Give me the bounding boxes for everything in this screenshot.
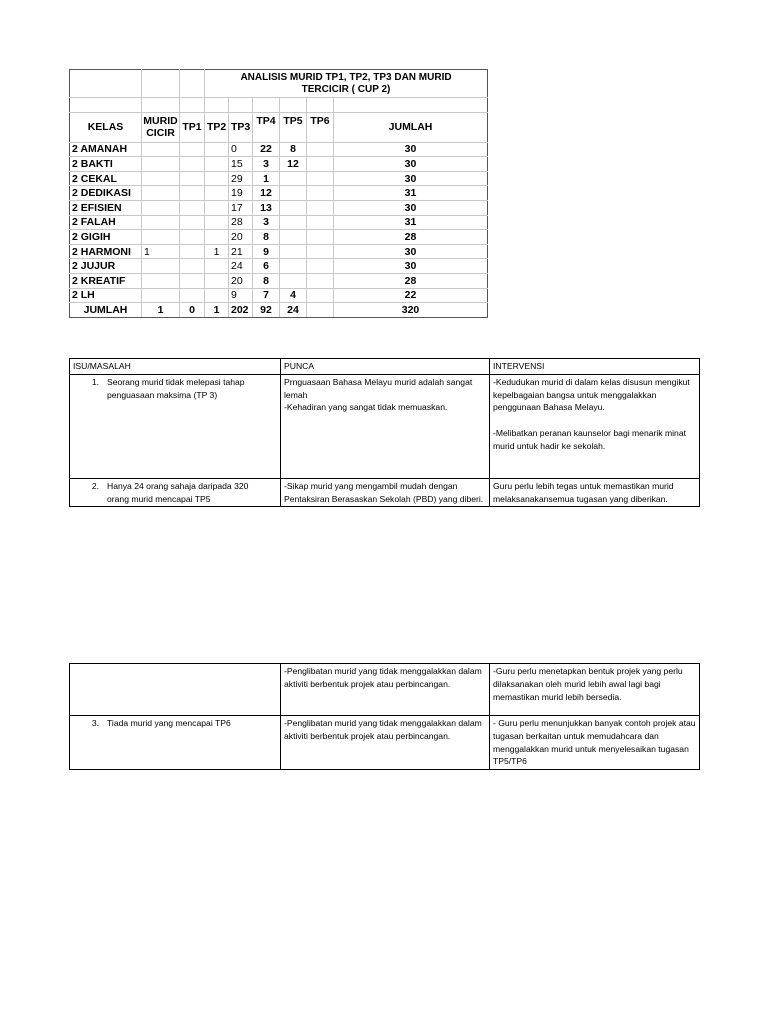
cicir-cell <box>142 142 180 157</box>
jumlah-cell: 30 <box>334 200 488 215</box>
isu-number: 3. <box>91 718 99 728</box>
cicir-cell <box>142 186 180 201</box>
header-tp5: TP5 <box>280 112 307 142</box>
cicir-cell <box>142 157 180 172</box>
header-tp1: TP1 <box>180 112 205 142</box>
tp4-cell: 7 <box>253 288 280 303</box>
tp1-cell <box>180 288 205 303</box>
blank-cell <box>205 98 229 113</box>
isu-number: 1. <box>91 376 99 387</box>
tp6-cell <box>307 200 334 215</box>
kelas-cell: 2 LH <box>70 288 142 303</box>
kelas-cell: 2 GIGIH <box>70 230 142 245</box>
tp6-cell <box>307 171 334 186</box>
total-tp4: 92 <box>253 303 280 318</box>
table-row <box>70 288 488 303</box>
jumlah-cell: 30 <box>334 142 488 157</box>
header-punca: PUNCA <box>281 359 490 375</box>
header-isu: ISU/MASALAH <box>70 359 281 375</box>
kelas-cell: 2 CEKAL <box>70 171 142 186</box>
tp1-cell <box>180 230 205 245</box>
isu-text: Seorang murid tidak melepasi tahap penguasaan maksima (TP 3) <box>107 376 245 400</box>
tp2-cell <box>205 273 229 288</box>
blank-cell <box>253 98 280 113</box>
header-kelas: KELAS <box>70 112 142 142</box>
header-jumlah: JUMLAH <box>334 112 488 142</box>
tp6-cell <box>307 142 334 157</box>
intervensi-text: Guru perlu lebih tegas untuk memastikan murid melaksanakansemua tugasan yang diberikan. <box>493 480 674 504</box>
punca-text: -Kehadiran yang sangat tidak memuaskan. <box>284 402 448 413</box>
cicir-cell <box>142 273 180 288</box>
blank-cell <box>180 98 205 113</box>
punca-cell <box>281 478 490 507</box>
tp2-cell <box>205 171 229 186</box>
tp2-cell: 1 <box>205 244 229 259</box>
tp5-cell: 12 <box>280 157 307 172</box>
tp2-cell <box>205 230 229 245</box>
table-row <box>70 200 488 215</box>
total-tp1: 0 <box>180 303 205 318</box>
tp6-cell <box>307 273 334 288</box>
jumlah-cell: 28 <box>334 230 488 245</box>
table-row <box>70 273 488 288</box>
issues-table-continued <box>69 663 700 770</box>
isu-text: Tiada murid yang mencapai TP6 <box>107 718 231 728</box>
tp3-cell: 17 <box>229 200 253 215</box>
jumlah-cell: 28 <box>334 273 488 288</box>
header-tp2: TP2 <box>205 112 229 142</box>
punca-cell: -Penglibatan murid yang tidak menggalakkan dalam aktiviti berbentuk projek atau perbincangan. <box>281 664 490 716</box>
jumlah-cell: 31 <box>334 186 488 201</box>
isu-cell <box>70 374 281 478</box>
intervensi-cell <box>490 374 700 478</box>
total-tp3: 202 <box>229 303 253 318</box>
tp6-cell <box>307 157 334 172</box>
header-tp6: TP6 <box>307 112 334 142</box>
intervensi-cell: - Guru perlu menunjukkan banyak contoh projek atau tugasan berkaitan untuk memudahcara dan menggalakkan murid untuk menyelesaikan tugasan TP5/TP6 <box>490 716 700 770</box>
blank-cell <box>70 70 142 98</box>
tp2-cell <box>205 157 229 172</box>
total-tp5: 24 <box>280 303 307 318</box>
tp4-cell: 3 <box>253 215 280 230</box>
analysis-table <box>69 69 488 318</box>
paragraph-gap <box>493 414 696 427</box>
intervensi-cell <box>490 478 700 507</box>
tp5-cell <box>280 244 307 259</box>
tp3-cell: 21 <box>229 244 253 259</box>
tp2-cell <box>205 142 229 157</box>
table-row <box>70 215 488 230</box>
tp3-cell: 28 <box>229 215 253 230</box>
total-cicir: 1 <box>142 303 180 318</box>
jumlah-cell: 22 <box>334 288 488 303</box>
tp1-cell <box>180 157 205 172</box>
total-tp6 <box>307 303 334 318</box>
punca-text: Prnguasaan Bahasa Melayu murid adalah sangat lemah <box>284 376 473 400</box>
cicir-cell <box>142 259 180 274</box>
tp5-cell <box>280 230 307 245</box>
punca-text: -Sikap murid yang mengambil mudah dengan Pentaksiran Berasaskan Sekolah (PBD) yang diberi. <box>284 480 484 504</box>
kelas-cell: 2 KREATIF <box>70 273 142 288</box>
tp1-cell <box>180 200 205 215</box>
cicir-cell <box>142 288 180 303</box>
issues-table <box>69 358 700 507</box>
tp4-cell: 6 <box>253 259 280 274</box>
jumlah-cell: 30 <box>334 259 488 274</box>
tp4-cell: 12 <box>253 186 280 201</box>
blank-cell <box>229 98 253 113</box>
table-row <box>70 186 488 201</box>
tp1-cell <box>180 273 205 288</box>
blank-cell <box>280 98 307 113</box>
table-row <box>70 259 488 274</box>
intervensi-text: -Melibatkan peranan kaunselor bagi menarik minat murid untuk hadir ke sekolah. <box>493 427 686 451</box>
tp2-cell <box>205 186 229 201</box>
tp6-cell <box>307 215 334 230</box>
intervensi-text: -Kedudukan murid di dalam kelas disusun mengikut kepelbagaian bangsa untuk menggalakkan penggunaan Bahasa Melayu. <box>493 376 690 413</box>
tp4-cell: 1 <box>253 171 280 186</box>
tp3-cell: 29 <box>229 171 253 186</box>
blank-cell <box>307 98 334 113</box>
tp5-cell: 4 <box>280 288 307 303</box>
tp5-cell <box>280 200 307 215</box>
tp1-cell <box>180 244 205 259</box>
kelas-cell: 2 AMANAH <box>70 142 142 157</box>
kelas-cell: 2 BAKTI <box>70 157 142 172</box>
kelas-cell: 2 FALAH <box>70 215 142 230</box>
tp6-cell <box>307 230 334 245</box>
table-title: ANALISIS MURID TP1, TP2, TP3 DAN MURID TERCICIR ( CUP 2) <box>205 70 488 98</box>
table-row <box>70 157 488 172</box>
blank-cell <box>180 70 205 98</box>
table-row <box>70 230 488 245</box>
tp2-cell <box>205 259 229 274</box>
tp6-cell <box>307 186 334 201</box>
tp3-cell: 24 <box>229 259 253 274</box>
header-tp3: TP3 <box>229 112 253 142</box>
tp3-cell: 9 <box>229 288 253 303</box>
tp1-cell <box>180 215 205 230</box>
kelas-cell: 2 HARMONI <box>70 244 142 259</box>
isu-number: 2. <box>91 480 99 491</box>
kelas-cell: 2 EFISIEN <box>70 200 142 215</box>
isu-cell <box>70 664 281 716</box>
tp4-cell: 8 <box>253 230 280 245</box>
intervensi-cell: -Guru perlu menetapkan bentuk projek yang perlu dilaksanakan oleh murid lebih awal lagi bagi memastikan murid lebih bersedia. <box>490 664 700 716</box>
tp5-cell <box>280 171 307 186</box>
jumlah-cell: 30 <box>334 157 488 172</box>
cicir-cell <box>142 200 180 215</box>
tp1-cell <box>180 259 205 274</box>
table-row <box>70 244 488 259</box>
tp3-cell: 20 <box>229 230 253 245</box>
cicir-cell <box>142 230 180 245</box>
table-row <box>70 171 488 186</box>
tp1-cell <box>180 186 205 201</box>
tp3-cell: 0 <box>229 142 253 157</box>
tp4-cell: 3 <box>253 157 280 172</box>
cicir-cell: 1 <box>142 244 180 259</box>
punca-cell: -Penglibatan murid yang tidak menggalakkan dalam aktiviti berbentuk projek atau perbincangan. <box>281 716 490 770</box>
tp3-cell: 19 <box>229 186 253 201</box>
total-label: JUMLAH <box>70 303 142 318</box>
blank-cell <box>334 98 488 113</box>
tp6-cell <box>307 259 334 274</box>
total-jumlah: 320 <box>334 303 488 318</box>
header-tp4: TP4 <box>253 112 280 142</box>
tp5-cell <box>280 186 307 201</box>
tp4-cell: 9 <box>253 244 280 259</box>
isu-text: Hanya 24 orang sahaja daripada 320 orang murid mencapai TP5 <box>107 480 249 504</box>
kelas-cell: 2 DEDIKASI <box>70 186 142 201</box>
tp5-cell <box>280 215 307 230</box>
tp1-cell <box>180 171 205 186</box>
header-intervensi: INTERVENSI <box>490 359 700 375</box>
tp5-cell <box>280 259 307 274</box>
isu-cell <box>70 716 281 770</box>
isu-cell <box>70 478 281 507</box>
tp4-cell: 22 <box>253 142 280 157</box>
jumlah-cell: 30 <box>334 171 488 186</box>
tp1-cell <box>180 142 205 157</box>
tp3-cell: 15 <box>229 157 253 172</box>
blank-cell <box>142 70 180 98</box>
jumlah-cell: 31 <box>334 215 488 230</box>
tp6-cell <box>307 288 334 303</box>
cicir-cell <box>142 215 180 230</box>
tp4-cell: 8 <box>253 273 280 288</box>
tp5-cell <box>280 273 307 288</box>
jumlah-cell: 30 <box>334 244 488 259</box>
blank-cell <box>142 98 180 113</box>
tp3-cell: 20 <box>229 273 253 288</box>
tp2-cell <box>205 215 229 230</box>
header-murid-cicir: MURID CICIR <box>142 112 180 142</box>
punca-cell <box>281 374 490 478</box>
tp2-cell <box>205 288 229 303</box>
tp2-cell <box>205 200 229 215</box>
total-tp2: 1 <box>205 303 229 318</box>
blank-cell <box>70 98 142 113</box>
tp5-cell: 8 <box>280 142 307 157</box>
table-row <box>70 142 488 157</box>
tp6-cell <box>307 244 334 259</box>
cicir-cell <box>142 171 180 186</box>
tp4-cell: 13 <box>253 200 280 215</box>
kelas-cell: 2 JUJUR <box>70 259 142 274</box>
